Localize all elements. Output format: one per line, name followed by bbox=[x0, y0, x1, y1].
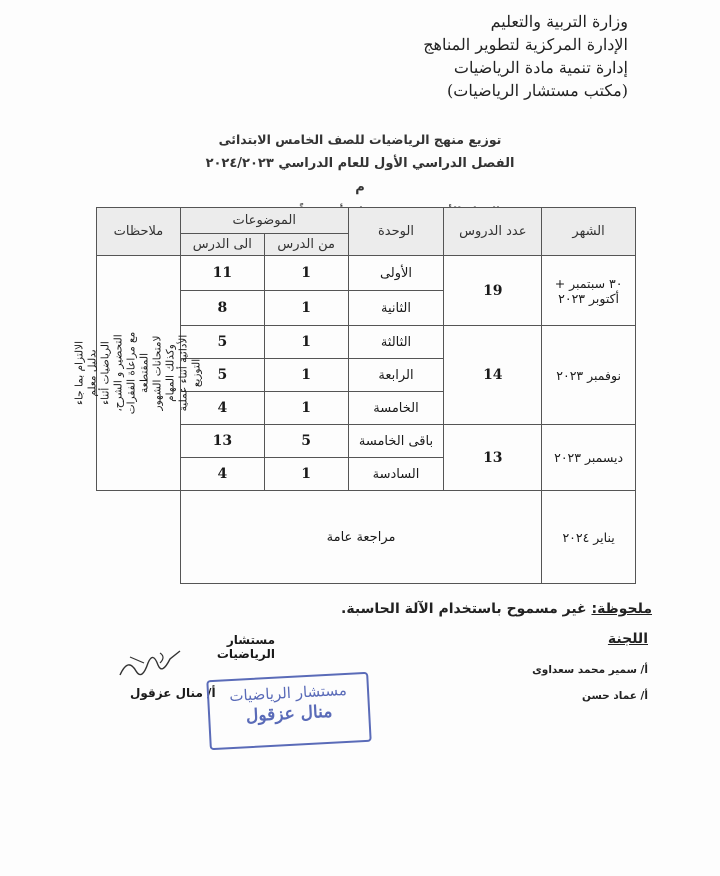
unit-cell: الثانية bbox=[348, 291, 444, 326]
to-cell: 5 bbox=[180, 359, 264, 392]
to-cell: 4 bbox=[180, 458, 264, 491]
handwritten-signature bbox=[110, 645, 190, 685]
header-topics: الموضوعات bbox=[180, 208, 348, 234]
stamp-line-2: منال عزقول bbox=[245, 701, 333, 727]
header-to-lesson: الى الدرس bbox=[180, 234, 264, 256]
committee-block bbox=[532, 631, 648, 709]
committee-member: أ/ سمير محمد سعداوى bbox=[532, 664, 648, 676]
lessons-count-cell: 14 bbox=[444, 326, 542, 425]
header-lessons-count: عدد الدروس bbox=[444, 208, 542, 256]
month-cell: يناير ٢٠٢٤ bbox=[542, 491, 636, 584]
stamp-line-1: مستشار الرياضيات bbox=[228, 680, 348, 706]
from-cell: 1 bbox=[264, 256, 348, 291]
title-main: توزيع منهج الرياضيات للصف الخامس الابتدائى bbox=[218, 132, 502, 147]
curriculum-table bbox=[73, 207, 636, 584]
note-text: غير مسموح باستخدام الآلة الحاسبة. bbox=[341, 601, 587, 617]
ministry-header bbox=[368, 10, 628, 102]
to-cell: 4 bbox=[180, 392, 264, 425]
header-line-3: إدارة تنمية مادة الرياضيات bbox=[453, 58, 628, 77]
table-row bbox=[97, 256, 636, 291]
committee-title: اللجنة bbox=[607, 631, 648, 647]
to-cell: 8 bbox=[180, 291, 264, 326]
header-month: الشهر bbox=[542, 208, 636, 256]
to-cell: 5 bbox=[180, 326, 264, 359]
unit-cell: الرابعة bbox=[348, 359, 444, 392]
header-from-lesson: من الدرس bbox=[264, 234, 348, 256]
month-cell: نوفمبر ٢٠٢٣ bbox=[542, 326, 636, 425]
table-row bbox=[97, 491, 636, 584]
from-cell: 1 bbox=[264, 359, 348, 392]
header-notes: ملاحظات bbox=[97, 208, 181, 256]
unit-cell: الخامسة bbox=[348, 392, 444, 425]
committee-member: أ/ عماد حسن bbox=[582, 690, 648, 702]
advisor-name: أ/ منال عزقول bbox=[130, 686, 216, 700]
unit-cell: الثالثة bbox=[348, 326, 444, 359]
to-cell: 13 bbox=[180, 425, 264, 458]
calculator-note bbox=[341, 601, 652, 617]
from-cell: 1 bbox=[264, 392, 348, 425]
to-cell: 11 bbox=[180, 256, 264, 291]
lessons-count-cell: 19 bbox=[444, 256, 542, 326]
unit-cell: الأولى bbox=[348, 256, 444, 291]
from-cell: 1 bbox=[264, 291, 348, 326]
official-stamp bbox=[206, 672, 371, 750]
month-cell: ديسمبر ٢٠٢٣ bbox=[542, 425, 636, 491]
title-term: الفصل الدراسي الأول للعام الدراسي ٢٠٢٤/٢٠٢٣ م bbox=[205, 156, 515, 195]
unit-cell: باقى الخامسة bbox=[348, 425, 444, 458]
note-label: ملحوظة: bbox=[591, 601, 652, 617]
advisor-title: مستشار الرياضيات bbox=[216, 633, 275, 661]
unit-cell: السادسة bbox=[348, 458, 444, 491]
notes-cell bbox=[73, 256, 203, 491]
from-cell: 1 bbox=[264, 326, 348, 359]
header-line-4: (مكتب مستشار الرياضيات) bbox=[447, 81, 628, 100]
header-line-1: وزارة التربية والتعليم bbox=[490, 12, 628, 31]
header-unit: الوحدة bbox=[348, 208, 444, 256]
from-cell: 1 bbox=[264, 458, 348, 491]
lessons-count-cell: 13 bbox=[444, 425, 542, 491]
month-cell: ٣٠ سبتمبر + أكتوبر ٢٠٢٣ bbox=[542, 256, 636, 326]
general-review-cell: مراجعة عامة bbox=[180, 491, 541, 584]
header-line-2: الإدارة المركزية لتطوير المناهج bbox=[423, 35, 628, 54]
from-cell: 5 bbox=[264, 425, 348, 458]
notes-text: الالتزام بما جاء بدليل معلم الرياضيات أثناء التحضير و الشرح، مع مراعاة الفقرات المقتطعة لامتحانات الشهور وكذلك المهام الأدائية أثناء عملية التوزيع bbox=[73, 331, 203, 415]
